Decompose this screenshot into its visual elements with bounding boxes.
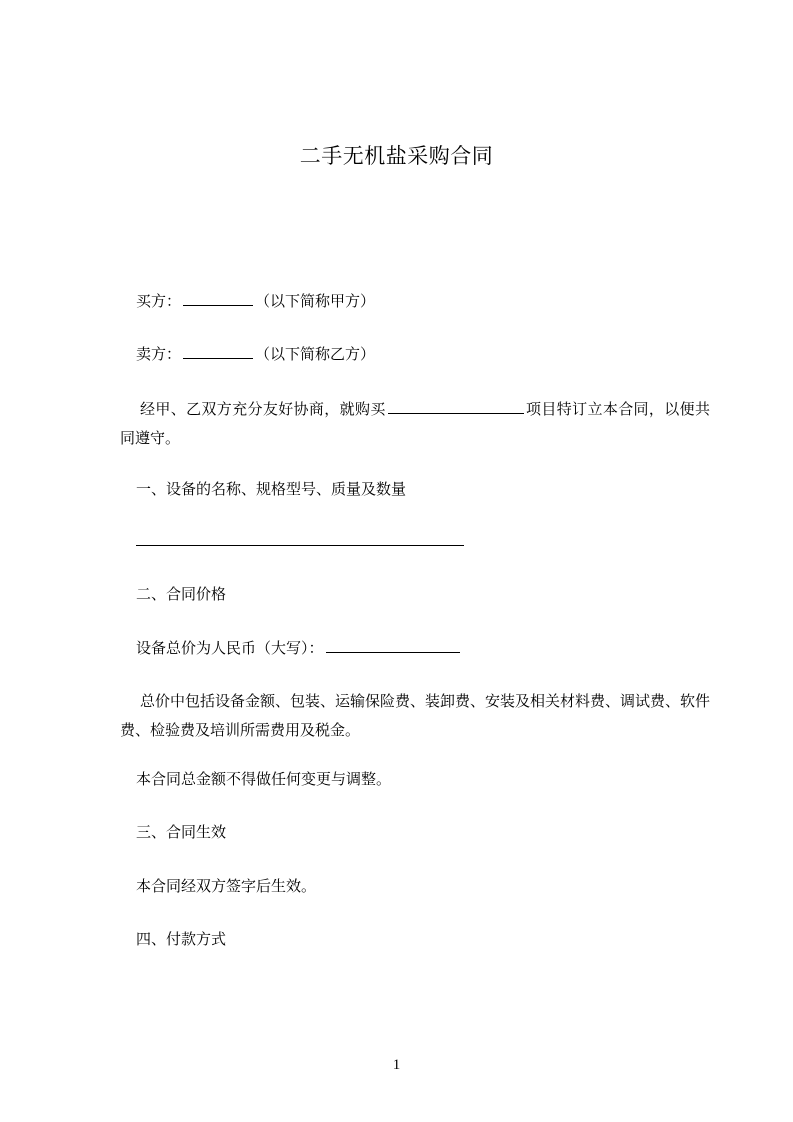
no-adjustment-clause: 本合同总金额不得做任何变更与调整。 [136,770,392,788]
price-label: 设备总价为人民币（大写）： [136,639,324,657]
intro-prefix: 经甲、乙双方充分友好协商，就购买 [140,400,386,418]
price-amount-blank[interactable] [326,638,460,653]
buyer-line [136,291,375,311]
price-line [136,638,462,658]
buyer-label: 买方： [136,292,182,310]
page-number: 1 [392,1057,401,1073]
project-name-blank[interactable] [388,399,524,414]
equipment-details-blank[interactable] [136,545,464,546]
seller-suffix: （以下简称乙方） [255,345,376,363]
buyer-name-blank[interactable] [183,291,253,306]
section-2-heading: 二、合同价格 [136,585,227,603]
section-1-heading: 一、设备的名称、规格型号、质量及数量 [136,480,407,498]
section-4-heading: 四、付款方式 [136,930,227,948]
price-includes-paragraph: 总价中包括设备金额、包装、运输保险费、装卸费、安装及相关材料费、调试费、软件费、检验费及培训所需费用及税金。 [120,692,711,739]
intro-paragraph [120,395,710,453]
effective-clause: 本合同经双方签字后生效。 [136,877,317,895]
intro-suffix: 项目特订立本合同，以便共同遵守。 [120,400,710,447]
section-3-heading: 三、合同生效 [136,823,227,841]
seller-line [136,344,375,364]
seller-name-blank[interactable] [183,344,253,359]
document-title: 二手无机盐采购合同 [299,144,494,168]
seller-label: 卖方： [136,345,182,363]
buyer-suffix: （以下简称甲方） [255,292,376,310]
